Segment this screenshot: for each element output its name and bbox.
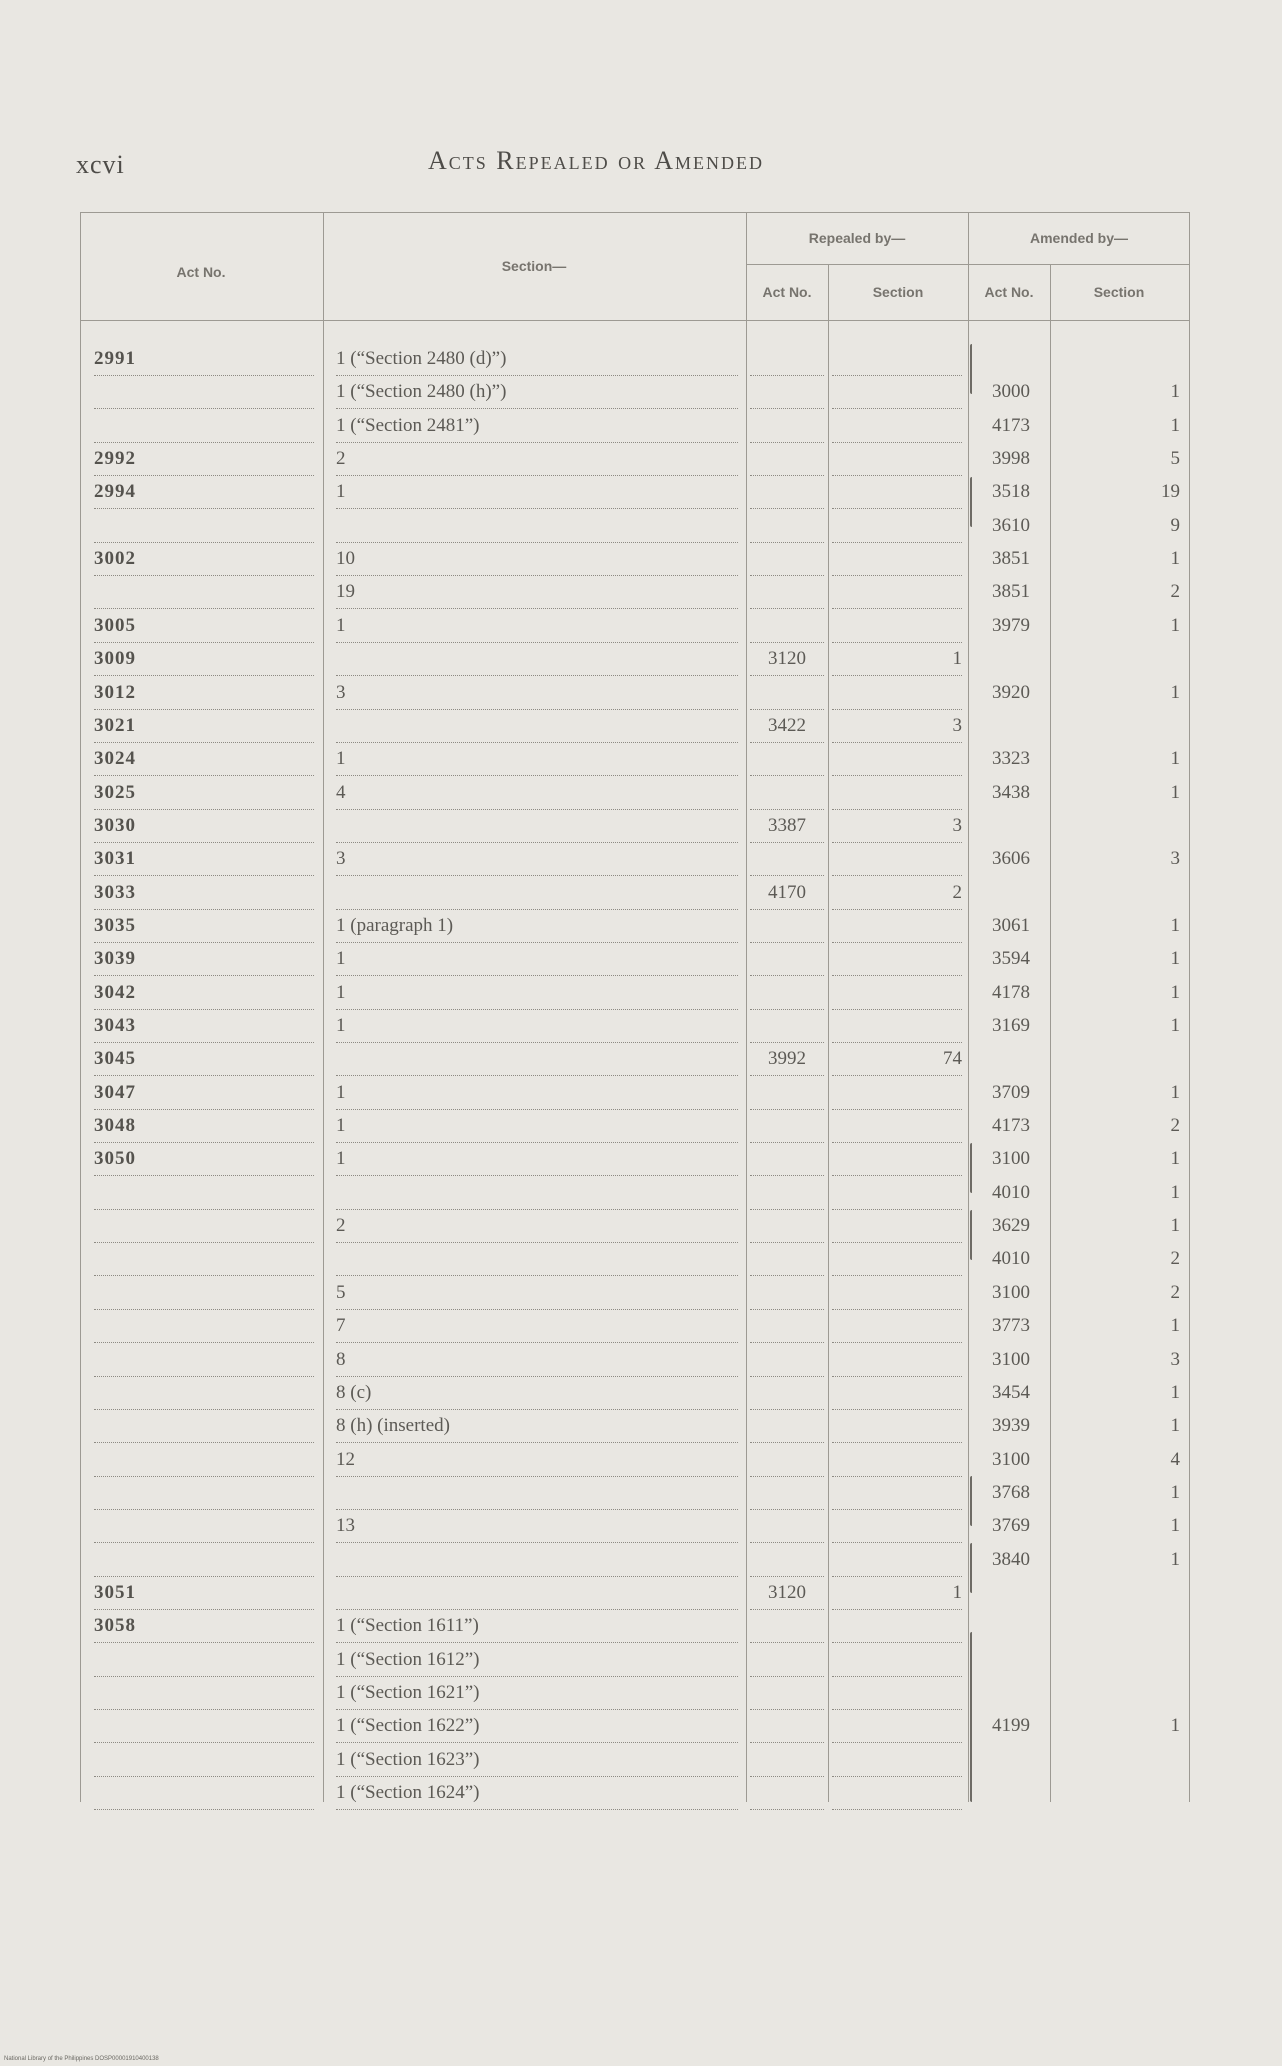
cell-act: 3025 xyxy=(94,776,314,810)
cell-section xyxy=(336,1242,738,1276)
cell-act xyxy=(94,1743,314,1777)
cell-am-sec xyxy=(1054,1776,1180,1809)
cell-am-sec: 1 xyxy=(1170,1148,1180,1170)
cell-rep-sec: 1 xyxy=(832,1576,962,1610)
cell-rep-act xyxy=(750,742,824,776)
cell-act xyxy=(94,1509,314,1543)
cell-rep-act xyxy=(750,1543,824,1577)
cell-rep-act xyxy=(750,942,824,976)
cell-am-sec: 1 xyxy=(1170,1481,1180,1503)
cell-section: 1 (“Section 1612”) xyxy=(336,1643,738,1677)
cell-section: 1 (“Section 1621”) xyxy=(336,1676,738,1710)
cell-act: 3021 xyxy=(94,709,314,743)
cell-act: 3024 xyxy=(94,742,314,776)
cell-act xyxy=(94,1376,314,1410)
cell-rep-act xyxy=(750,1609,824,1643)
cell-rep-sec xyxy=(832,1476,962,1510)
cell-section: 1 (“Section 1623”) xyxy=(336,1743,738,1777)
cell-rep-sec xyxy=(832,1343,962,1377)
cell-act: 3045 xyxy=(94,1042,314,1076)
cell-section: 10 xyxy=(336,542,738,576)
cell-section: 4 xyxy=(336,776,738,810)
cell-act xyxy=(94,1776,314,1810)
cell-am-act xyxy=(976,642,1046,675)
cell-am-act: 3998 xyxy=(992,448,1030,470)
cell-section: 1 (“Section 1622”) xyxy=(336,1709,738,1743)
cell-am-act xyxy=(976,1743,1046,1776)
col-divider-5 xyxy=(968,212,969,1802)
cell-am-act xyxy=(976,342,1046,375)
cell-section xyxy=(336,1042,738,1076)
cell-rep-sec xyxy=(832,1209,962,1243)
cell-rep-sec xyxy=(832,1376,962,1410)
cell-am-sec: 1 xyxy=(1170,1081,1180,1103)
cell-act xyxy=(94,1309,314,1343)
cell-am-act: 3768 xyxy=(992,1481,1030,1503)
cell-am-act: 3000 xyxy=(992,381,1030,403)
cell-am-sec: 1 xyxy=(1170,1548,1180,1570)
cell-rep-act xyxy=(750,1242,824,1276)
header-amended-act-no: Act No. xyxy=(984,284,1034,300)
cell-rep-act xyxy=(750,1276,824,1310)
cell-am-act: 3709 xyxy=(992,1081,1030,1103)
cell-am-sec xyxy=(1054,342,1180,375)
cell-act: 3039 xyxy=(94,942,314,976)
cell-am-sec: 2 xyxy=(1170,1115,1180,1137)
cell-rep-act xyxy=(750,676,824,710)
cell-am-sec: 1 xyxy=(1170,1715,1180,1737)
cell-am-act: 3323 xyxy=(992,748,1030,770)
cell-act xyxy=(94,1242,314,1276)
cell-am-sec: 1 xyxy=(1170,781,1180,803)
cell-rep-sec xyxy=(832,375,962,409)
cell-am-sec xyxy=(1054,1042,1180,1075)
cell-am-sec: 1 xyxy=(1170,381,1180,403)
cell-section: 1 xyxy=(336,475,738,509)
cell-am-sec: 1 xyxy=(1170,1415,1180,1437)
cell-rep-sec xyxy=(832,976,962,1010)
cell-am-sec: 1 xyxy=(1170,548,1180,570)
cell-am-act xyxy=(976,709,1046,742)
cell-rep-sec: 1 xyxy=(832,642,962,676)
cell-section xyxy=(336,1543,738,1577)
cell-am-act: 3100 xyxy=(992,1148,1030,1170)
brace-3050-s13 xyxy=(970,1543,972,1593)
cell-rep-act xyxy=(750,909,824,943)
cell-act: 3051 xyxy=(94,1576,314,1610)
cell-section xyxy=(336,509,738,543)
cell-rep-act: 3422 xyxy=(750,709,824,743)
cell-section: 8 xyxy=(336,1343,738,1377)
cell-section: 5 xyxy=(336,1276,738,1310)
scan-footer-tag: National Library of the Philippines DOSP00001910400138 xyxy=(4,2056,159,2062)
cell-act: 3042 xyxy=(94,976,314,1010)
cell-am-act: 3454 xyxy=(992,1381,1030,1403)
cell-am-sec xyxy=(1054,642,1180,675)
cell-rep-sec xyxy=(832,1676,962,1710)
cell-act xyxy=(94,575,314,609)
cell-rep-act xyxy=(750,1209,824,1243)
cell-section: 1 (paragraph 1) xyxy=(336,909,738,943)
cell-am-sec: 1 xyxy=(1170,748,1180,770)
cell-rep-sec xyxy=(832,1276,962,1310)
cell-rep-sec xyxy=(832,1309,962,1343)
col-divider-3 xyxy=(746,212,747,1802)
cell-rep-sec xyxy=(832,742,962,776)
brace-3050-s2 xyxy=(970,1210,972,1260)
cell-act: 2991 xyxy=(94,342,314,376)
cell-rep-act: 3387 xyxy=(750,809,824,843)
cell-am-sec: 1 xyxy=(1170,948,1180,970)
cell-am-sec: 1 xyxy=(1170,1215,1180,1237)
cell-rep-sec xyxy=(832,542,962,576)
cell-am-act: 3610 xyxy=(992,514,1030,536)
cell-act xyxy=(94,509,314,543)
cell-section xyxy=(336,876,738,910)
cell-act: 3035 xyxy=(94,909,314,943)
cell-am-sec: 2 xyxy=(1170,581,1180,603)
cell-rep-act xyxy=(750,542,824,576)
col-divider-7 xyxy=(1189,212,1190,1802)
cell-am-act: 3100 xyxy=(992,1448,1030,1470)
cell-act xyxy=(94,1343,314,1377)
cell-am-sec: 2 xyxy=(1170,1281,1180,1303)
cell-section: 1 xyxy=(336,942,738,976)
cell-rep-sec xyxy=(832,1709,962,1743)
cell-section: 2 xyxy=(336,1209,738,1243)
cell-act: 3002 xyxy=(94,542,314,576)
cell-rep-act xyxy=(750,475,824,509)
cell-act xyxy=(94,1409,314,1443)
cell-rep-act xyxy=(750,609,824,643)
cell-section: 8 (c) xyxy=(336,1376,738,1410)
cell-section: 1 (“Section 2480 (h)”) xyxy=(336,375,738,409)
cell-rep-act xyxy=(750,1309,824,1343)
brace-2994 xyxy=(970,477,972,527)
cell-am-act: 3851 xyxy=(992,581,1030,603)
cell-am-act xyxy=(976,809,1046,842)
cell-rep-act xyxy=(750,1776,824,1810)
cell-rep-sec xyxy=(832,1776,962,1810)
cell-rep-act xyxy=(750,1443,824,1477)
header-repealed-section: Section xyxy=(872,284,924,300)
cell-section: 3 xyxy=(336,676,738,710)
cell-rep-act xyxy=(750,976,824,1010)
cell-rep-sec xyxy=(832,1509,962,1543)
cell-act xyxy=(94,1276,314,1310)
cell-am-act: 3100 xyxy=(992,1348,1030,1370)
cell-am-act: 3606 xyxy=(992,848,1030,870)
cell-rep-sec xyxy=(832,575,962,609)
cell-am-sec xyxy=(1054,876,1180,909)
cell-am-act: 3773 xyxy=(992,1315,1030,1337)
cell-section: 2 xyxy=(336,442,738,476)
cell-section: 1 xyxy=(336,1009,738,1043)
cell-rep-sec xyxy=(832,342,962,376)
cell-rep-act xyxy=(750,1376,824,1410)
cell-section: 1 xyxy=(336,1142,738,1176)
cell-section: 13 xyxy=(336,1509,738,1543)
cell-rep-act xyxy=(750,375,824,409)
cell-rep-sec: 2 xyxy=(832,876,962,910)
cell-section: 1 (“Section 2481”) xyxy=(336,409,738,443)
cell-section xyxy=(336,1576,738,1610)
cell-am-act: 3840 xyxy=(992,1548,1030,1570)
cell-am-sec xyxy=(1054,1643,1180,1676)
cell-am-sec: 1 xyxy=(1170,681,1180,703)
cell-rep-sec xyxy=(832,842,962,876)
cell-rep-act xyxy=(750,1476,824,1510)
cell-section: 12 xyxy=(336,1443,738,1477)
cell-rep-sec xyxy=(832,1242,962,1276)
cell-am-act: 3920 xyxy=(992,681,1030,703)
cell-rep-act xyxy=(750,575,824,609)
cell-rep-act xyxy=(750,1709,824,1743)
cell-rep-sec xyxy=(832,1109,962,1143)
brace-3058 xyxy=(970,1632,972,1802)
cell-act: 3043 xyxy=(94,1009,314,1043)
cell-section xyxy=(336,1176,738,1210)
cell-rep-act xyxy=(750,509,824,543)
cell-am-sec xyxy=(1054,1609,1180,1642)
cell-rep-act xyxy=(750,342,824,376)
cell-rep-sec xyxy=(832,909,962,943)
acts-table xyxy=(80,212,1190,1802)
header-act-no: Act No. xyxy=(176,264,226,280)
cell-am-sec: 1 xyxy=(1170,1381,1180,1403)
brace-2991 xyxy=(970,344,972,394)
cell-section xyxy=(336,709,738,743)
cell-am-act: 3100 xyxy=(992,1281,1030,1303)
cell-am-act: 3629 xyxy=(992,1215,1030,1237)
cell-rep-act: 3992 xyxy=(750,1042,824,1076)
cell-am-sec: 5 xyxy=(1170,448,1180,470)
cell-act xyxy=(94,375,314,409)
cell-rep-act: 4170 xyxy=(750,876,824,910)
cell-rep-act: 3120 xyxy=(750,1576,824,1610)
cell-am-act xyxy=(976,1643,1046,1676)
header-repealed-by: Repealed by— xyxy=(808,230,906,246)
cell-rep-act xyxy=(750,1643,824,1677)
cell-act: 3058 xyxy=(94,1609,314,1643)
cell-section: 3 xyxy=(336,842,738,876)
cell-section: 1 xyxy=(336,976,738,1010)
cell-rep-sec: 74 xyxy=(832,1042,962,1076)
cell-am-act: 4010 xyxy=(992,1248,1030,1270)
col-divider-1 xyxy=(80,212,81,1802)
cell-am-sec xyxy=(1054,1676,1180,1709)
cell-act xyxy=(94,1676,314,1710)
cell-act: 3050 xyxy=(94,1142,314,1176)
cell-am-act xyxy=(976,1576,1046,1609)
cell-rep-act xyxy=(750,409,824,443)
cell-act: 3030 xyxy=(94,809,314,843)
cell-section xyxy=(336,809,738,843)
cell-rep-act xyxy=(750,1142,824,1176)
cell-rep-act xyxy=(750,1176,824,1210)
col-divider-6 xyxy=(1050,264,1051,1802)
cell-am-sec: 1 xyxy=(1170,1315,1180,1337)
cell-section: 1 (“Section 1624”) xyxy=(336,1776,738,1810)
cell-am-act: 4173 xyxy=(992,414,1030,436)
cell-am-sec xyxy=(1054,1576,1180,1609)
header-amended-by: Amended by— xyxy=(1029,230,1129,246)
cell-am-sec: 1 xyxy=(1170,914,1180,936)
cell-rep-act xyxy=(750,1343,824,1377)
cell-rep-sec xyxy=(832,1142,962,1176)
cell-rep-sec xyxy=(832,442,962,476)
cell-rep-sec xyxy=(832,609,962,643)
cell-rep-sec xyxy=(832,1176,962,1210)
cell-rep-sec: 3 xyxy=(832,809,962,843)
cell-rep-act xyxy=(750,1509,824,1543)
cell-section: 1 (“Section 2480 (d)”) xyxy=(336,342,738,376)
cell-am-act: 4010 xyxy=(992,1181,1030,1203)
cell-am-sec: 1 xyxy=(1170,1515,1180,1537)
cell-am-act xyxy=(976,876,1046,909)
cell-section: 8 (h) (inserted) xyxy=(336,1409,738,1443)
cell-act xyxy=(94,1209,314,1243)
header-bottom-rule xyxy=(80,320,1190,321)
cell-act: 3033 xyxy=(94,876,314,910)
cell-am-act xyxy=(976,1042,1046,1075)
cell-am-sec: 1 xyxy=(1170,414,1180,436)
cell-act xyxy=(94,1709,314,1743)
cell-rep-sec xyxy=(832,776,962,810)
cell-rep-act xyxy=(750,442,824,476)
brace-3050-s12 xyxy=(970,1476,972,1526)
cell-act xyxy=(94,1543,314,1577)
cell-act xyxy=(94,409,314,443)
cell-act: 3012 xyxy=(94,676,314,710)
cell-act: 3047 xyxy=(94,1076,314,1110)
cell-am-sec xyxy=(1054,709,1180,742)
cell-rep-act xyxy=(750,1109,824,1143)
page-number: xcvi xyxy=(76,150,125,179)
cell-am-act: 3769 xyxy=(992,1515,1030,1537)
cell-am-act: 4199 xyxy=(992,1715,1030,1737)
cell-act: 2994 xyxy=(94,475,314,509)
cell-rep-sec xyxy=(832,1409,962,1443)
cell-rep-sec xyxy=(832,1643,962,1677)
cell-am-act: 3438 xyxy=(992,781,1030,803)
cell-section: 1 (“Section 1611”) xyxy=(336,1609,738,1643)
cell-section: 1 xyxy=(336,1076,738,1110)
cell-am-sec: 3 xyxy=(1170,1348,1180,1370)
cell-rep-act xyxy=(750,1009,824,1043)
cell-am-act: 4178 xyxy=(992,981,1030,1003)
cell-rep-sec xyxy=(832,409,962,443)
cell-am-sec: 19 xyxy=(1161,481,1180,503)
cell-act: 3009 xyxy=(94,642,314,676)
cell-rep-sec xyxy=(832,509,962,543)
cell-act xyxy=(94,1476,314,1510)
cell-act: 2992 xyxy=(94,442,314,476)
cell-am-act: 3594 xyxy=(992,948,1030,970)
cell-am-sec: 1 xyxy=(1170,1181,1180,1203)
cell-am-sec xyxy=(1054,1743,1180,1776)
cell-rep-sec xyxy=(832,475,962,509)
cell-rep-sec xyxy=(832,676,962,710)
cell-rep-sec xyxy=(832,1609,962,1643)
cell-rep-sec xyxy=(832,1076,962,1110)
cell-am-sec: 1 xyxy=(1170,981,1180,1003)
cell-am-act: 3979 xyxy=(992,614,1030,636)
cell-section: 1 xyxy=(336,1109,738,1143)
cell-rep-sec xyxy=(832,1443,962,1477)
col-divider-2 xyxy=(323,212,324,1802)
col-divider-4 xyxy=(828,264,829,1802)
cell-am-sec: 9 xyxy=(1170,514,1180,536)
cell-section: 7 xyxy=(336,1309,738,1343)
cell-rep-sec xyxy=(832,1743,962,1777)
header-amended-section: Section xyxy=(1093,284,1145,300)
cell-rep-act xyxy=(750,1076,824,1110)
cell-act xyxy=(94,1443,314,1477)
cell-section: 19 xyxy=(336,575,738,609)
cell-am-sec: 4 xyxy=(1170,1448,1180,1470)
cell-section xyxy=(336,642,738,676)
cell-rep-act xyxy=(750,842,824,876)
table-top-rule xyxy=(80,212,1190,213)
cell-am-sec: 1 xyxy=(1170,614,1180,636)
cell-rep-sec xyxy=(832,1543,962,1577)
cell-section: 1 xyxy=(336,609,738,643)
header-section: Section— xyxy=(501,258,567,274)
cell-act: 3005 xyxy=(94,609,314,643)
cell-section: 1 xyxy=(336,742,738,776)
header-repealed-act-no: Act No. xyxy=(762,284,812,300)
cell-rep-sec xyxy=(832,1009,962,1043)
cell-am-act xyxy=(976,1776,1046,1809)
cell-rep-act: 3120 xyxy=(750,642,824,676)
cell-am-sec: 1 xyxy=(1170,1015,1180,1036)
cell-am-sec: 3 xyxy=(1170,848,1180,870)
cell-am-act: 3939 xyxy=(992,1415,1030,1437)
cell-rep-act xyxy=(750,1676,824,1710)
cell-rep-act xyxy=(750,1743,824,1777)
cell-act: 3048 xyxy=(94,1109,314,1143)
cell-act xyxy=(94,1643,314,1677)
cell-am-act: 3169 xyxy=(992,1015,1030,1036)
cell-am-act: 3061 xyxy=(992,914,1030,936)
cell-am-act: 3518 xyxy=(992,481,1030,503)
cell-am-act xyxy=(976,1676,1046,1709)
cell-rep-act xyxy=(750,1409,824,1443)
cell-section xyxy=(336,1476,738,1510)
cell-rep-sec: 3 xyxy=(832,709,962,743)
cell-rep-sec xyxy=(832,942,962,976)
cell-rep-act xyxy=(750,776,824,810)
cell-am-act: 3851 xyxy=(992,548,1030,570)
cell-am-act: 4173 xyxy=(992,1115,1030,1137)
cell-am-sec: 2 xyxy=(1170,1248,1180,1270)
cell-am-sec xyxy=(1054,809,1180,842)
cell-am-act xyxy=(976,1609,1046,1642)
cell-act xyxy=(94,1176,314,1210)
running-head: Acts Repealed or Amended xyxy=(428,146,764,175)
cell-act: 3031 xyxy=(94,842,314,876)
brace-3050-s1 xyxy=(970,1143,972,1193)
